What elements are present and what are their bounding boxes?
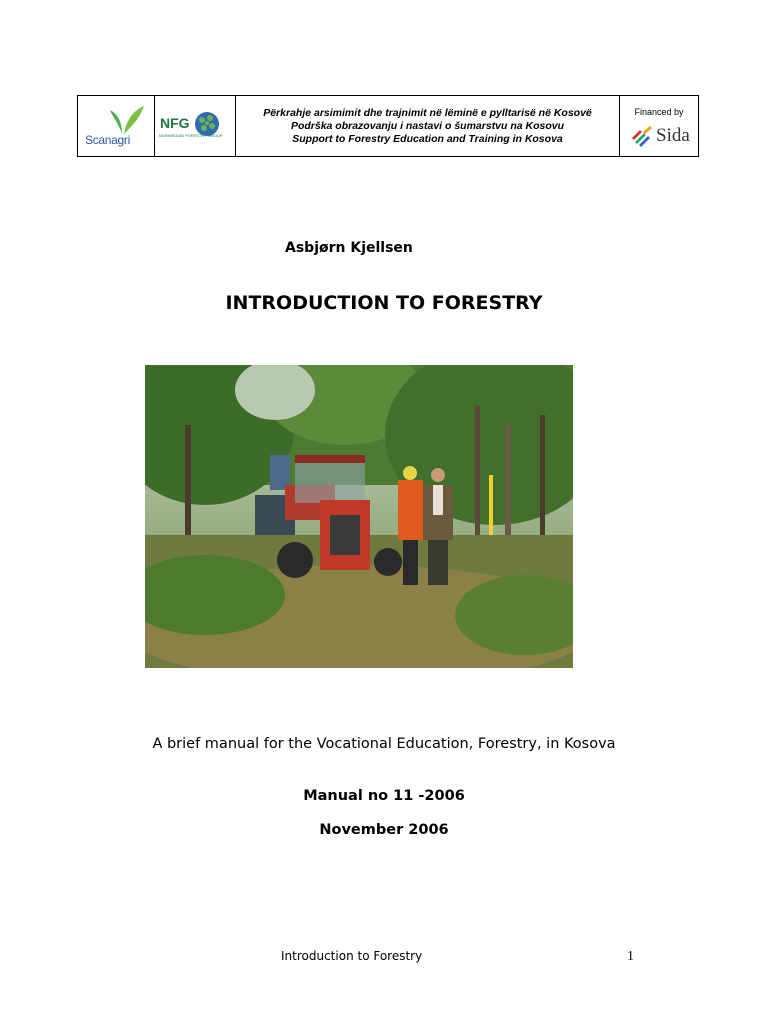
scanagri-logo-cell [78,96,155,156]
manual-number: Manual no 11 -2006 [303,788,465,804]
footer-title: Introduction to Forestry [281,949,423,963]
header-title-cell [236,96,620,156]
author: Asbjørn Kjellsen [285,240,413,256]
description: A brief manual for the Vocational Education, Forestry, in Kosova [152,736,616,752]
sponsor-cell [620,96,698,156]
scanagri-logo-text: Scanagri [85,133,130,147]
header-line-albanian: Përkrahje arsimimit dhe trajnimit në lëminë e pylltarisë në Kosovë [263,106,592,119]
page-number: 1 [627,949,634,964]
header-line-serbian: Podrška obrazovanju i nastavi o šumarstvu na Kosovu [290,119,565,132]
nfg-logo-text: NFG [160,115,190,131]
sida-logo-text: Sida [656,125,690,146]
document-title: INTRODUCTION TO FORESTRY [225,292,543,314]
financed-by-label: Financed by [634,107,684,117]
nfg-logo-subtext: NORWEGIAN FORESTRY GROUP [159,133,223,138]
nfg-logo-cell [155,96,236,156]
publication-date: November 2006 [319,822,449,838]
cover-photo [145,365,573,668]
header-table [77,95,699,157]
leaf-icon [108,104,148,136]
sida-logo-icon [630,124,654,148]
header-line-english: Support to Forestry Education and Training in Kosova [292,132,563,145]
